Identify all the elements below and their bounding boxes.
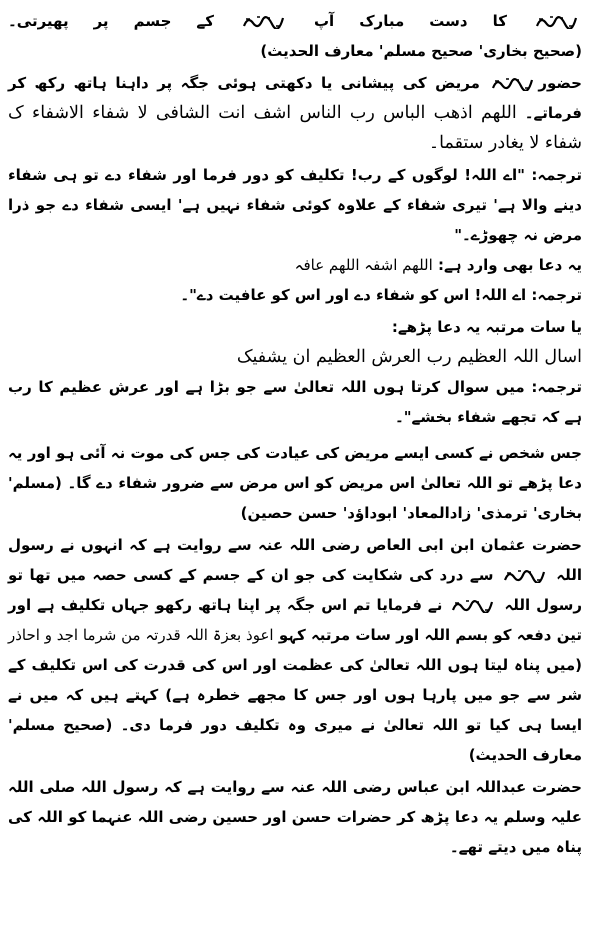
paragraph-2 [8,68,582,158]
paragraph-10 [8,530,582,770]
paragraph-10-text-b: سے درد کی شکایت کی جو ان کے جسم کے کسی حصہ میں تھا تو رسول اللہ [8,566,582,614]
translation-2: ترجمہ: اے اللہ! اس کو شفاء دے اور اس کو عافیت دے"۔ [180,286,582,304]
salutation-seal-icon [503,568,547,583]
paragraph-9-text: جس شخص نے کسی ایسے مریض کی عیادت کی جس کی موت نہ آئی ہو اور یہ دعا پڑھے تو اللہ تعالیٰ اس مریض کو اس مرض سے ضرور شفاء دے گا۔ [8,444,582,492]
paragraph-4-intro: یہ دعا بھی وارد ہے: [438,256,582,274]
paragraph-10-text-a: حضرت عثمان ابن ابی العاص رضی اللہ عنہ سے روایت ہے کہ انہوں نے رسول اللہ [8,536,582,584]
salutation-seal-icon [451,598,495,613]
paragraph-1-text-a: کا دست مبارک آپ [313,12,507,30]
arabic-dua-2: اللھم اشفہ اللھم عافہ [294,256,433,274]
translation-3: ترجمہ: میں سوال کرتا ہوں اللہ تعالیٰ سے جو بڑا ہے اور عرش عظیم کا رب ہے کہ تجھے شفاء بخشے"۔ [8,378,582,426]
arabic-dua-4: اعوذ بعزۃ اللہ قدرتہ من شرما اجد و احاذر [8,626,274,644]
paragraph-1 [8,6,582,66]
paragraph-9-source: (مسلم' بخاری' ترمذی' زادالمعاد' ابوداؤد' حسن حصین) [8,474,582,522]
salutation-seal-icon [491,76,535,91]
translation-1: ترجمہ: "اے اللہ! لوگوں کے رب! تکلیف کو دور فرما اور شفاء دے تو ہی شفاء دینے والا ہے' تیری شفاء کے علاوہ کوئی شفاء نہیں ہے' ایسی شفاء دے جو ذرا مرض نہ چھوڑے۔" [8,166,582,244]
paragraph-4 [8,250,582,280]
arabic-dua-3: اسال اللہ العظیم رب العرش العظیم ان یشفیک [236,347,582,367]
paragraph-10-text-d: (میں پناہ لیتا ہوں اللہ تعالیٰ کی عظمت اور اس کی قدرت کی اس تکلیف کے شر سے جو میں پارہا ہوں اور جس کا مجھے خطرہ ہے) کہتے ہیں کہ میں نے ایسا ہی کیا تو اللہ تعالیٰ نے میری وہ تکلیف دور فرما دی۔ [8,656,582,734]
paragraph-9 [8,438,582,528]
paragraph-10-text-c: نے فرمایا تم اس جگہ پر اپنا ہاتھ رکھو جہاں تکلیف ہے اور تین دفعہ کو بسم اللہ اور سات مرتبہ کہو [8,596,582,644]
salutation-seal-icon [242,14,286,29]
arabic-dua-1: اللھم اذھب الباس رب الناس اشف انت الشافی لا شفاء الاشفاء ک شفاء لا یغادر ستقما۔ [8,103,582,153]
paragraph-2-text-a: حضور [538,74,582,92]
paragraph-11: حضرت عبداللہ ابن عباس رضی اللہ عنہ سے روایت ہے کہ رسول اللہ صلی اللہ علیہ وسلم یہ دعا پڑھ کر حضرات حسن اور حسین رضی اللہ عنہما کو اللہ کی پناہ میں دیتے تھے۔ [8,778,582,856]
paragraph-6-intro: یا سات مرتبہ یہ دعا پڑھے: [391,318,582,336]
salutation-seal-icon [535,14,579,29]
paragraph-10-source: (صحیح مسلم' معارف الحدیث) [8,716,582,764]
paragraph-1-source: (صحیح بخاری' صحیح مسلم' معارف الحدیث) [260,42,582,60]
paragraph-1-text-b: کے جسم پر پھیرتی۔ [8,12,214,30]
paragraph-2-text-b: مریض کی پیشانی یا دکھتی ہوئی جگہ پر داہنا ہاتھ رکھ کر فرماتے۔ [8,74,582,122]
